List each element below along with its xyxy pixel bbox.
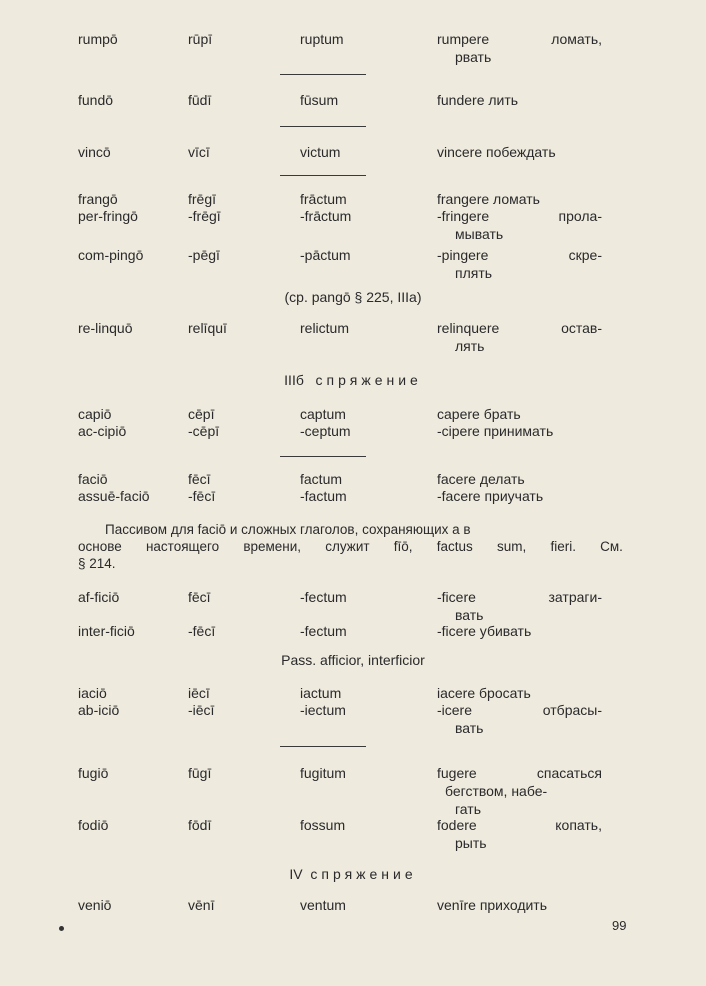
supine-form: iactum (300, 685, 342, 701)
verb-row-relinquo (0, 319, 706, 354)
paragraph-word: времени, (243, 539, 302, 554)
infinitive-meaning (437, 701, 602, 737)
infinitive-meaning (437, 588, 602, 624)
infinitive-meaning (437, 764, 602, 818)
meaning-continued: лять (455, 338, 485, 354)
infinitive-meaning (437, 896, 602, 914)
verb-row-vinco (0, 143, 706, 163)
supine-form: captum (300, 406, 346, 422)
perfect-form: vīcī (188, 144, 210, 160)
separator-rule (280, 175, 366, 176)
supine-form: -frāctum (300, 208, 352, 224)
meaning: отбрасы- (542, 702, 602, 718)
infinitive-meaning (437, 405, 602, 423)
meaning: лить (488, 92, 519, 108)
infinitive-meaning (437, 487, 602, 505)
infinitive: relinquere (437, 320, 500, 336)
infinitive: capere (437, 406, 480, 422)
infinitive-meaning (437, 190, 602, 208)
supine-form: factum (300, 471, 343, 487)
present-form: af-ficiō (78, 589, 120, 605)
meaning: скре- (568, 247, 602, 263)
infinitive: -ficere (437, 589, 476, 605)
meaning: убивать (479, 623, 532, 639)
passive-forms-note: Pass. afficior, interficior (281, 652, 425, 668)
supine-form: frāctum (300, 191, 347, 207)
present-form: faciō (78, 471, 108, 487)
infinitive: -cipere (437, 423, 480, 439)
infinitive-meaning (437, 143, 602, 161)
infinitive: -facere (437, 488, 481, 504)
infinitive: fugere (437, 765, 477, 781)
heading-word: спряжение (310, 866, 417, 882)
section-heading-iiib (0, 372, 706, 388)
infinitive: iacere (437, 685, 476, 701)
perfect-form: relīquī (188, 320, 227, 336)
supine-form: -pāctum (300, 247, 351, 263)
supine-form: -ceptum (300, 423, 351, 439)
perfect-form: -fēcī (188, 623, 216, 639)
paragraph-word: служит (325, 539, 370, 554)
supine-form: fugitum (300, 765, 346, 781)
meaning-continued: вать (455, 607, 484, 623)
present-form: ab-iciō (78, 702, 120, 718)
verb-row-fugio (0, 764, 706, 817)
infinitive: -pingere (437, 247, 489, 263)
meaning-continued-2: гать (455, 801, 481, 817)
meaning: спасаться (536, 765, 602, 781)
supine-form: fossum (300, 817, 346, 833)
infinitive-meaning (437, 319, 602, 355)
verb-row-assuefacio (0, 487, 706, 507)
paragraph-word: sum, (496, 539, 527, 554)
infinitive: venīre (437, 897, 476, 913)
infinitive: fundere (437, 92, 485, 108)
meaning: копать, (555, 817, 602, 833)
perfect-form: vēnī (188, 897, 215, 913)
infinitive-meaning (437, 246, 602, 282)
perfect-form: fūgī (188, 765, 212, 781)
verb-row-venio (0, 896, 706, 916)
paragraph-line-2 (78, 538, 623, 555)
present-form: com-pingō (78, 247, 144, 263)
paragraph-word: fīō, (393, 539, 413, 554)
perfect-form: -iēcī (188, 702, 215, 718)
infinitive: fodere (437, 817, 477, 833)
present-form: capiō (78, 406, 112, 422)
supine-form: victum (300, 144, 341, 160)
verb-row-afficio (0, 588, 706, 623)
infinitive-meaning (437, 422, 602, 440)
perfect-form: fūdī (188, 92, 212, 108)
meaning-continued: бегством, набе- (445, 783, 548, 799)
separator-rule (280, 126, 366, 127)
paragraph-line-3: § 214. (78, 556, 116, 571)
paragraph-word: настоящего (145, 539, 220, 554)
infinitive-meaning (437, 470, 602, 488)
infinitive-meaning (437, 684, 602, 702)
perfect-form: fōdī (188, 817, 212, 833)
perfect-form: fēcī (188, 471, 211, 487)
supine-form: relictum (300, 320, 350, 336)
supine-form: -fectum (300, 623, 347, 639)
supine-form: -iectum (300, 702, 346, 718)
perfect-form: iēcī (188, 685, 210, 701)
present-form: iaciō (78, 685, 107, 701)
verb-row-compingo (0, 246, 706, 281)
meaning: прола- (558, 208, 602, 224)
cross-reference-note: (ср. pangō § 225, IIIa) (284, 289, 422, 305)
verb-row-rumpo (0, 30, 706, 65)
meaning-continued: плять (455, 265, 493, 281)
perfect-form: -fēcī (188, 488, 216, 504)
infinitive: vincere (437, 144, 483, 160)
infinitive-meaning (437, 207, 602, 243)
present-form: frangō (78, 191, 118, 207)
meaning: брать (483, 406, 521, 422)
paragraph-word: fieri. (550, 539, 576, 554)
meaning-continued: рвать (455, 49, 492, 65)
separator-rule (280, 456, 366, 457)
supine-form: -factum (300, 488, 347, 504)
present-form: ac-cipiō (78, 423, 127, 439)
infinitive: -fringere (437, 208, 490, 224)
verb-row-fundo (0, 91, 706, 111)
meaning: остав- (561, 320, 602, 336)
present-form: fodiō (78, 817, 109, 833)
infinitive: -icere (437, 702, 473, 718)
infinitive: rumpere (437, 31, 490, 47)
infinitive-meaning (437, 622, 602, 640)
meaning: затраги- (548, 589, 602, 605)
perfect-form: -frēgī (188, 208, 221, 224)
verb-row-perfringo (0, 207, 706, 242)
meaning-continued: мывать (455, 226, 504, 242)
present-form: per-fringō (78, 208, 138, 224)
perfect-form: cēpī (188, 406, 215, 422)
present-form: fugiō (78, 765, 109, 781)
meaning: приучать (484, 488, 544, 504)
separator-rule (280, 746, 366, 747)
meaning: ломать, (551, 31, 602, 47)
perfect-form: fēcī (188, 589, 211, 605)
infinitive-meaning (437, 91, 602, 109)
verb-row-accipio (0, 422, 706, 442)
supine-form: -fectum (300, 589, 347, 605)
page-number: 99 (612, 918, 627, 933)
supine-form: ruptum (300, 31, 344, 47)
supine-form: ventum (300, 897, 346, 913)
paragraph-word: factus (436, 539, 473, 554)
meaning: делать (479, 471, 525, 487)
passive-note-paragraph (78, 521, 623, 572)
meaning: приходить (479, 897, 548, 913)
paragraph-word: См. (600, 539, 623, 554)
heading-numeral: IIIб (284, 372, 304, 388)
meaning: побеждать (486, 144, 556, 160)
heading-word: спряжение (315, 372, 422, 388)
ink-dot-decoration (59, 926, 64, 931)
heading-numeral: IV (289, 866, 303, 882)
section-heading-iv (0, 866, 706, 882)
present-form: assuē-faciō (78, 488, 150, 504)
infinitive: -ficere (437, 623, 476, 639)
present-form: veniō (78, 897, 112, 913)
present-form: rumpō (78, 31, 118, 47)
infinitive-meaning (437, 816, 602, 852)
paragraph-word: основе (78, 539, 122, 554)
paragraph-line-1: Пассивом для faciō и сложных глаголов, сохраняющих а в (105, 522, 471, 537)
meaning-continued: вать (455, 720, 484, 736)
verb-row-abicio (0, 701, 706, 736)
present-form: vincō (78, 144, 111, 160)
infinitive: facere (437, 471, 476, 487)
present-form: inter-ficiō (78, 623, 135, 639)
present-form: re-linquō (78, 320, 133, 336)
meaning: принимать (483, 423, 554, 439)
meaning-continued: рыть (455, 835, 487, 851)
supine-form: fūsum (300, 92, 339, 108)
present-form: fundō (78, 92, 114, 108)
verb-row-fodio (0, 816, 706, 851)
perfect-form: rūpī (188, 31, 213, 47)
separator-rule (280, 74, 366, 75)
infinitive: frangere (437, 191, 490, 207)
perfect-form: -pēgī (188, 247, 220, 263)
meaning: ломать (493, 191, 540, 207)
perfect-form: -cēpī (188, 423, 220, 439)
verb-row-interficio (0, 622, 706, 642)
meaning: бросать (479, 685, 531, 701)
perfect-form: frēgī (188, 191, 217, 207)
infinitive-meaning (437, 30, 602, 66)
